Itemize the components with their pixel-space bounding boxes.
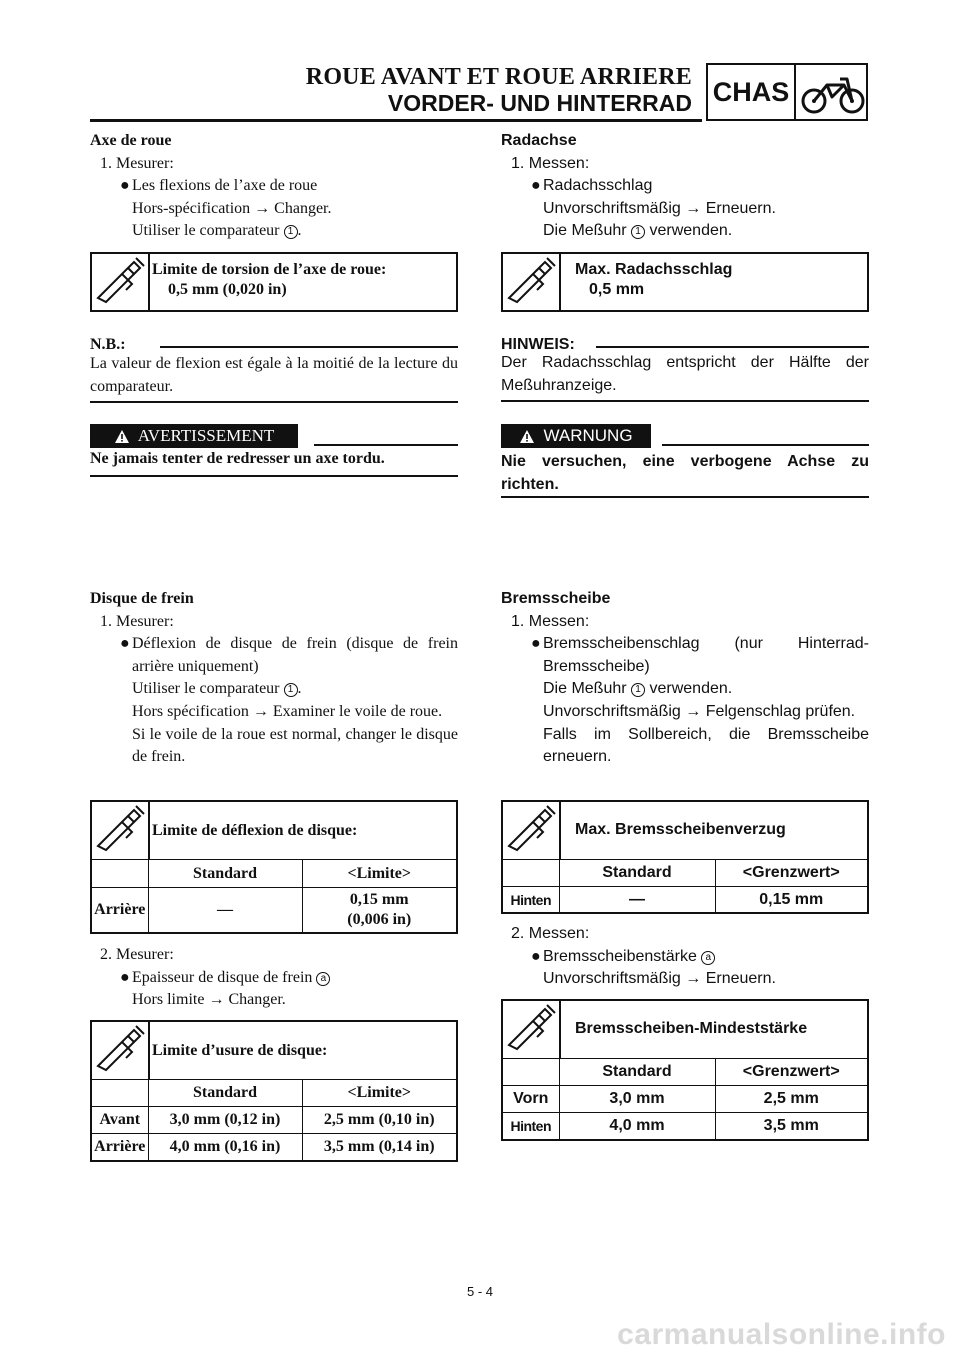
callout-ref: 1 — [631, 225, 645, 239]
table-cell-standard: 3,0 mm — [559, 1086, 715, 1113]
fr-disc-bullet1: Déflexion de disque de frein (disque de frein arrière uniquement) — [132, 635, 458, 675]
bullet-icon: ● — [120, 177, 130, 195]
fr-disc-bullet2-item — [90, 967, 458, 990]
limit-value-imperial: (0,006 in) — [347, 911, 412, 929]
table-row-label: Arrière — [92, 888, 148, 933]
table-row-label: Vorn — [503, 1086, 559, 1113]
de-axle-step1: 1. Messen: — [511, 154, 590, 172]
fr-disc-wear-spec-box — [90, 1020, 458, 1162]
caliper-icon — [503, 1001, 559, 1057]
de-note-end-rule — [501, 400, 869, 402]
table-cell-standard: — — [559, 887, 715, 914]
de-disc-line-c: Falls im Sollbereich, die Bremsscheibe erneuern. — [543, 725, 869, 766]
fr-disc-wear-table — [92, 1079, 456, 1161]
spec-divider — [559, 802, 561, 859]
table-cell-limit — [302, 888, 456, 933]
bullet-icon: ● — [120, 968, 130, 986]
fr-disc-line-a: Utiliser le comparateur 1 . — [132, 680, 302, 698]
de-disc-section — [501, 588, 869, 769]
table-row-label: Arrière — [92, 1134, 148, 1161]
table-header-limit: <Limite> — [302, 1080, 456, 1107]
table-cell-limit: 0,15 mm — [715, 887, 867, 914]
table-cell-empty — [503, 860, 559, 887]
de-axle-line3-a: Die Meßuhr — [543, 222, 627, 240]
callout-ref: a — [701, 951, 715, 965]
de-axle-bullet-item — [501, 175, 869, 198]
table-cell-limit: 2,5 mm — [715, 1086, 867, 1113]
fr-disc-deflection-spec-box — [90, 800, 458, 934]
fr-note-label: N.B.: — [90, 336, 126, 353]
fr-disc-heading: Disque de frein — [90, 590, 194, 607]
table-cell-standard: 4,0 mm — [559, 1113, 715, 1140]
table-cell-limit: 3,5 mm — [715, 1113, 867, 1140]
table-cell-empty — [503, 1059, 559, 1086]
de-disc-step2-block — [501, 923, 869, 991]
table-row-label: Hinten — [503, 1113, 559, 1140]
fr-disc-deflection-spec-title: Limite de déflexion de disque: — [152, 822, 358, 839]
table-header-limit: <Grenzwert> — [715, 1059, 867, 1086]
table-header-standard: Standard — [148, 1080, 302, 1107]
table-row — [92, 1134, 456, 1161]
fr-axle-bullet: Les flexions de l’axe de roue — [132, 177, 318, 195]
bullet-icon: ● — [531, 947, 541, 965]
section-badge — [706, 63, 868, 121]
callout-ref: 1 — [284, 225, 298, 239]
fr-axle-step1: 1. Mesurer: — [100, 154, 174, 172]
de-disc-step2: 2. Messen: — [511, 925, 590, 942]
fr-note-end-rule — [90, 401, 458, 403]
warning-icon — [519, 429, 535, 444]
fr-axle-spec-title-text: Limite de torsion de l’axe de roue: — [152, 261, 387, 278]
caliper-icon — [92, 802, 148, 858]
callout-ref: 1 — [284, 683, 298, 697]
fr-note-text: La valeur de flexion est égale à la moitié de la lecture du comparateur. — [90, 355, 458, 395]
de-disc-bullet2: Bremsscheibenstärke — [543, 947, 697, 965]
de-warning-rule — [662, 444, 869, 446]
de-disc-bullet1-item — [501, 633, 869, 678]
de-warning-label: WARNUNG — [543, 426, 633, 445]
table-header-standard: Standard — [559, 860, 715, 887]
limit-value-metric: 0,15 mm — [349, 891, 409, 909]
de-disc-deflection-spec-box — [501, 800, 869, 914]
fr-warning-label: AVERTISSEMENT — [137, 426, 275, 445]
fr-warning-text: Ne jamais tenter de redresser un axe tordu. — [90, 450, 385, 467]
fr-disc-wear-spec-title: Limite d’usure de disque: — [152, 1042, 328, 1059]
table-row — [503, 1086, 867, 1113]
de-note-label: HINWEIS: — [501, 336, 575, 353]
de-warning-text: Nie versuchen, eine verbogene Achse zu richten. — [501, 453, 869, 493]
fr-disc-step1: 1. Mesurer: — [100, 612, 174, 630]
de-disc-wear-spec-box — [501, 999, 869, 1141]
fr-disc-line-c: Si le voile de la roue est normal, changer le disque de frein. — [132, 725, 458, 766]
bullet-icon: ● — [120, 635, 130, 653]
de-disc-line-a — [501, 678, 869, 701]
spec-divider — [148, 802, 150, 859]
german-column — [501, 130, 869, 243]
bullet-icon: ● — [531, 635, 541, 653]
fr-axle-heading: Axe de roue — [90, 132, 172, 149]
motorcycle-icon — [800, 71, 866, 115]
table-cell-standard: 3,0 mm (0,12 in) — [148, 1107, 302, 1134]
fr-disc-deflection-table — [92, 859, 456, 933]
de-axle-bullet: Radachsschlag — [543, 177, 653, 195]
french-column — [90, 130, 458, 243]
de-note-text: Der Radachsschlag entspricht der Hälfte der Meßuhranzeige. — [501, 354, 869, 394]
table-cell-limit: 3,5 mm (0,14 in) — [302, 1134, 456, 1161]
warning-icon — [114, 429, 130, 444]
fr-axle-spec-box — [90, 252, 458, 312]
caliper-icon — [503, 254, 559, 310]
de-warning-banner — [501, 424, 651, 448]
fr-axle-bullet-item — [90, 175, 458, 198]
de-disc-wear-table — [503, 1058, 867, 1140]
de-axle-spec-box — [501, 252, 869, 312]
fr-axle-spec-value: 0,5 mm (0,020 in) — [168, 281, 287, 298]
caliper-icon — [503, 802, 559, 858]
header-title-fr: ROUE AVANT ET ROUE ARRIERE — [305, 64, 692, 90]
spec-divider — [559, 254, 561, 310]
de-disc-wear-spec-title: Bremsscheiben-Mindeststärke — [575, 1020, 808, 1037]
de-disc-bullet1: Bremsscheibenschlag (nur Hinterrad-Bremsscheibe) — [543, 635, 869, 675]
de-warning-end-rule — [501, 496, 869, 498]
de-disc-line-b: Unvorschriftsmäßig → Felgenschlag prüfen. — [543, 702, 856, 720]
table-header-limit: <Grenzwert> — [715, 860, 867, 887]
fr-warning-end-rule — [90, 475, 458, 477]
callout-ref: a — [316, 972, 330, 986]
de-axle-spec-title — [575, 260, 732, 300]
caliper-icon — [92, 1022, 148, 1078]
table-cell-limit: 2,5 mm (0,10 in) — [302, 1107, 456, 1134]
callout-ref: 1 — [631, 683, 645, 697]
de-disc-deflection-spec-title: Max. Bremsscheibenverzug — [575, 821, 786, 838]
fr-axle-line3-text: Utiliser le comparateur — [132, 222, 280, 240]
de-axle-line2: Unvorschriftsmäßig → Erneuern. — [543, 199, 776, 217]
de-disc-line-d: Unvorschriftsmäßig → Erneuern. — [543, 970, 776, 988]
de-disc-deflection-table — [503, 859, 867, 914]
table-row-label: Avant — [92, 1107, 148, 1134]
caliper-icon — [92, 254, 148, 310]
table-row-label: Hinten — [503, 887, 559, 914]
fr-disc-line-b: Hors spécification → Examiner le voile de roue. — [132, 702, 443, 720]
fr-disc-bullet1-item — [90, 633, 458, 678]
de-axle-line3 — [501, 220, 869, 243]
spec-divider — [148, 254, 150, 310]
spec-divider — [559, 1001, 561, 1058]
de-disc-bullet2-item — [501, 946, 869, 969]
fr-warning-rule — [314, 444, 458, 446]
table-cell-empty — [92, 860, 148, 888]
de-note-rule — [596, 346, 869, 348]
fr-axle-line3: Utiliser le comparateur 1 . — [132, 222, 302, 240]
fr-disc-line-a-text: Utiliser le comparateur — [132, 680, 280, 698]
de-axle-spec-value: 0,5 mm — [589, 281, 645, 298]
table-cell-standard: — — [148, 888, 302, 933]
table-row — [503, 887, 867, 914]
de-disc-line-a2: verwenden. — [649, 680, 733, 698]
section-label: CHAS — [712, 76, 790, 107]
fr-disc-section — [90, 588, 458, 769]
header-title-de: VORDER- UND HINTERRAD — [387, 90, 692, 116]
table-cell-standard: 4,0 mm (0,16 in) — [148, 1134, 302, 1161]
bullet-icon: ● — [531, 177, 541, 195]
table-header-standard: Standard — [148, 860, 302, 888]
fr-axle-line2: Hors-spécification → Changer. — [132, 199, 332, 217]
de-disc-line-a1: Die Meßuhr — [543, 680, 627, 698]
section-badge-divider — [794, 65, 796, 119]
fr-disc-line-d: Hors limite → Changer. — [132, 991, 286, 1009]
fr-warning-banner — [90, 424, 298, 448]
fr-disc-step2: 2. Mesurer: — [100, 946, 174, 963]
table-row — [503, 1113, 867, 1140]
fr-disc-step2-block — [90, 944, 458, 1012]
de-axle-line3-b: verwenden. — [649, 222, 733, 240]
table-header-limit: <Limite> — [302, 860, 456, 888]
fr-disc-bullet2: Epaisseur de disque de frein — [132, 968, 313, 986]
table-row — [92, 1107, 456, 1134]
table-cell-empty — [92, 1080, 148, 1107]
spec-divider — [148, 1022, 150, 1079]
fr-note-rule — [160, 346, 458, 348]
de-disc-step1: 1. Messen: — [511, 612, 590, 630]
page-header-title — [306, 64, 692, 116]
table-header-standard: Standard — [559, 1059, 715, 1086]
header-rule — [90, 119, 702, 122]
watermark: carmanualsonline.info — [617, 1318, 946, 1351]
fr-axle-spec-title — [152, 260, 386, 300]
page-number: 5 - 4 — [466, 1284, 493, 1299]
de-axle-spec-title-text: Max. Radachsschlag — [575, 261, 733, 278]
de-disc-heading: Bremsscheibe — [501, 590, 611, 607]
de-axle-heading: Radachse — [501, 132, 577, 149]
